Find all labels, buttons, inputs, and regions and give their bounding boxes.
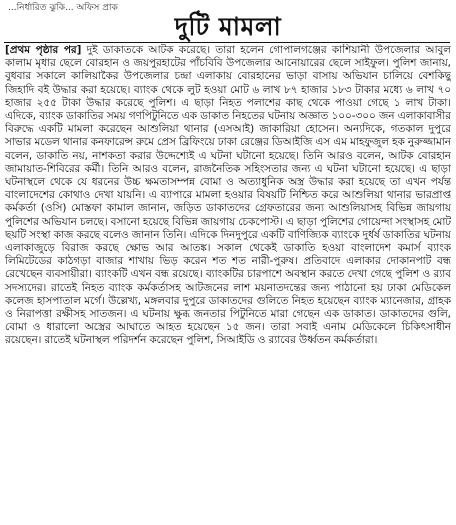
article-body — [5, 44, 451, 521]
clipped-previous-line: ...নির্ধারিত ঝুকি... অফিস প্রাক — [8, 3, 118, 13]
headline-divider — [4, 42, 450, 43]
article-text: দুই ডাকাতকে আটক করেছে। তারা হলেন গোপালগঞ্জের কাশিয়ানী উপজেলার আবুল কালাম মৃধার ছেলে বোরহান ও জয়পুরহাটের পাঁচবিবি উপজেলার আনোয়ারের ছেলে সাইফুল। পুলিশ জানায়, বুধবার সকালে কালিয়াকৈর উপজেলার চন্দ্রা এলাকায় বোরহানের ভাড়া বাসায় অভিযান চালিয়ে বেশকিছু জিহাদি বই উদ্ধার করা হয়েছে। ব্যাংক থেকে লুট হওয়া মোট ৬ লাখ ৮৭ হাজার ১৮৩ টাকার মধ্যে ৬ লাখ ৭০ হাজার ২৫৫ টাকা উদ্ধার করেছে পুলিশ। এ ছাড়া নিহত পলাশের কাছ থেকে পাওয়া গেছে ১ লাখ টাকা। এদিকে, ব্যাংক ডাকাতির সময় গণপিটুনিতে এক ডাকাত নিহতের ঘটনায় অজ্ঞাত ১০০-৩০০ জন এলাকাবাসীর বিরুদ্ধে একটি মামলা করেছেন আশুলিয়া থানার (এসআই) জাকারিয়া হোসেন। অন্যদিকে, গতকাল দুপুরে সাভার মডেল থানার কনফারেন্স রুমে প্রেস ব্রিফিংয়ে ঢাকা রেঞ্জের ডিআইজি এস এম মাহফুজুল হক নুরুজ্জামান বলেন, ডাকাতি নয়, নাশকতা করার উদ্দেশ্যেই এ ঘটনা ঘটানো হয়েছে। তিনি আরও বলেন, আটক বোরহান জামায়াত-শিবিরের কর্মী। তিনি আরও বলেন, রাজনৈতিক সহিংসতার জন্য এ ঘটনা ঘটানো হয়েছে। এ ছাড়া ঘটনাস্থলে থেকে যে ধরনের উচ্চ ক্ষমতাসম্পন্ন বোমা ও অত্যাধুনিক অস্ত্র উদ্ধার করা হয়েছে তা এখন পর্যন্ত বাংলাদেশের কোথাও দেখা যায়নি। এ ব্যাপারে মামলা হওয়ার বিষয়টি নিশ্চিত করে আশুলিয়া থানার ভারপ্রাপ্ত কর্মকর্তা (ওসি) মোস্তফা কামাল জানান, জড়িত ডাকাতদের গ্রেফতারের জন্য আশুলিয়াসহ বিভিন্ন জায়গায় পুলিশের অভিযান চলছে। বসানো হয়েছে বিভিন্ন জায়গায় চেকপোস্ট। এ ছাড়া পুলিশের গোয়েন্দা সংস্থাসহ মোট ছয়টি সংস্থা কাজ করছে বলেও জানান তিনি। এদিকে দিনদুপুরে একটি বাণিজ্যিক ব্যাংকে দুর্ধর্ষ ডাকাতির ঘটনায় এলাকাজুড়ে বিরাজ করছে ক্ষোভ আর আতঙ্ক। সকাল থেকেই ডাকাতি হওয়া বাংলাদেশ কমার্স ব্যাংক লিমিটেডের কাঠগড়া বাজার শাখায় ভিড় করেন শত শত নারী-পুরুষ। প্রতিবাদে এলাকার দোকানপাট বন্ধ রেখেছেন ব্যবসায়ীরা। ব্যাংকটি এখন বন্ধ রয়েছে। ব্যাংকটির চারপাশে অবস্থান করতে দেখা গেছে পুলিশ ও র‍্যাব সদস্যদের। রাতেই নিহত ব্যাংক কর্মকর্তাসহ আটজনের লাশ ময়নাতদন্তের জন্য পাঠানো হয় ঢাকা মেডিকেল কলেজ হাসপাতাল মর্গে। উল্লেখ্য, মঙ্গলবার দুপুরে ডাকাতদের গুলিতে নিহত হয়েছেন ব্যাংক ম্যানেজার, গ্রাহক ও নিরাপত্তা রক্ষীসহ সাতজন। এ ঘটনায় ক্ষুব্ধ জনতার পিটুনিতে মারা গেছেন এক ডাকাত। ডাকাতদের গুলি, বোমা ও ধারালো অস্ত্রের আঘাতে আহত হয়েছেন ১৫ জন। তারা সবাই এনাম মেডিকেলে চিকিৎসাধীন রয়েছেন। রাতেই ঘটনাস্থল পরিদর্শন করেছেন পুলিশ, সিআইডি ও র‍্যাবের উর্ধ্বতন কর্মকর্তারা। — [5, 44, 451, 347]
article-headline: দুটি মামলা — [174, 12, 282, 41]
continuation-kicker: [প্রথম পৃষ্ঠার পর] — [5, 44, 82, 56]
